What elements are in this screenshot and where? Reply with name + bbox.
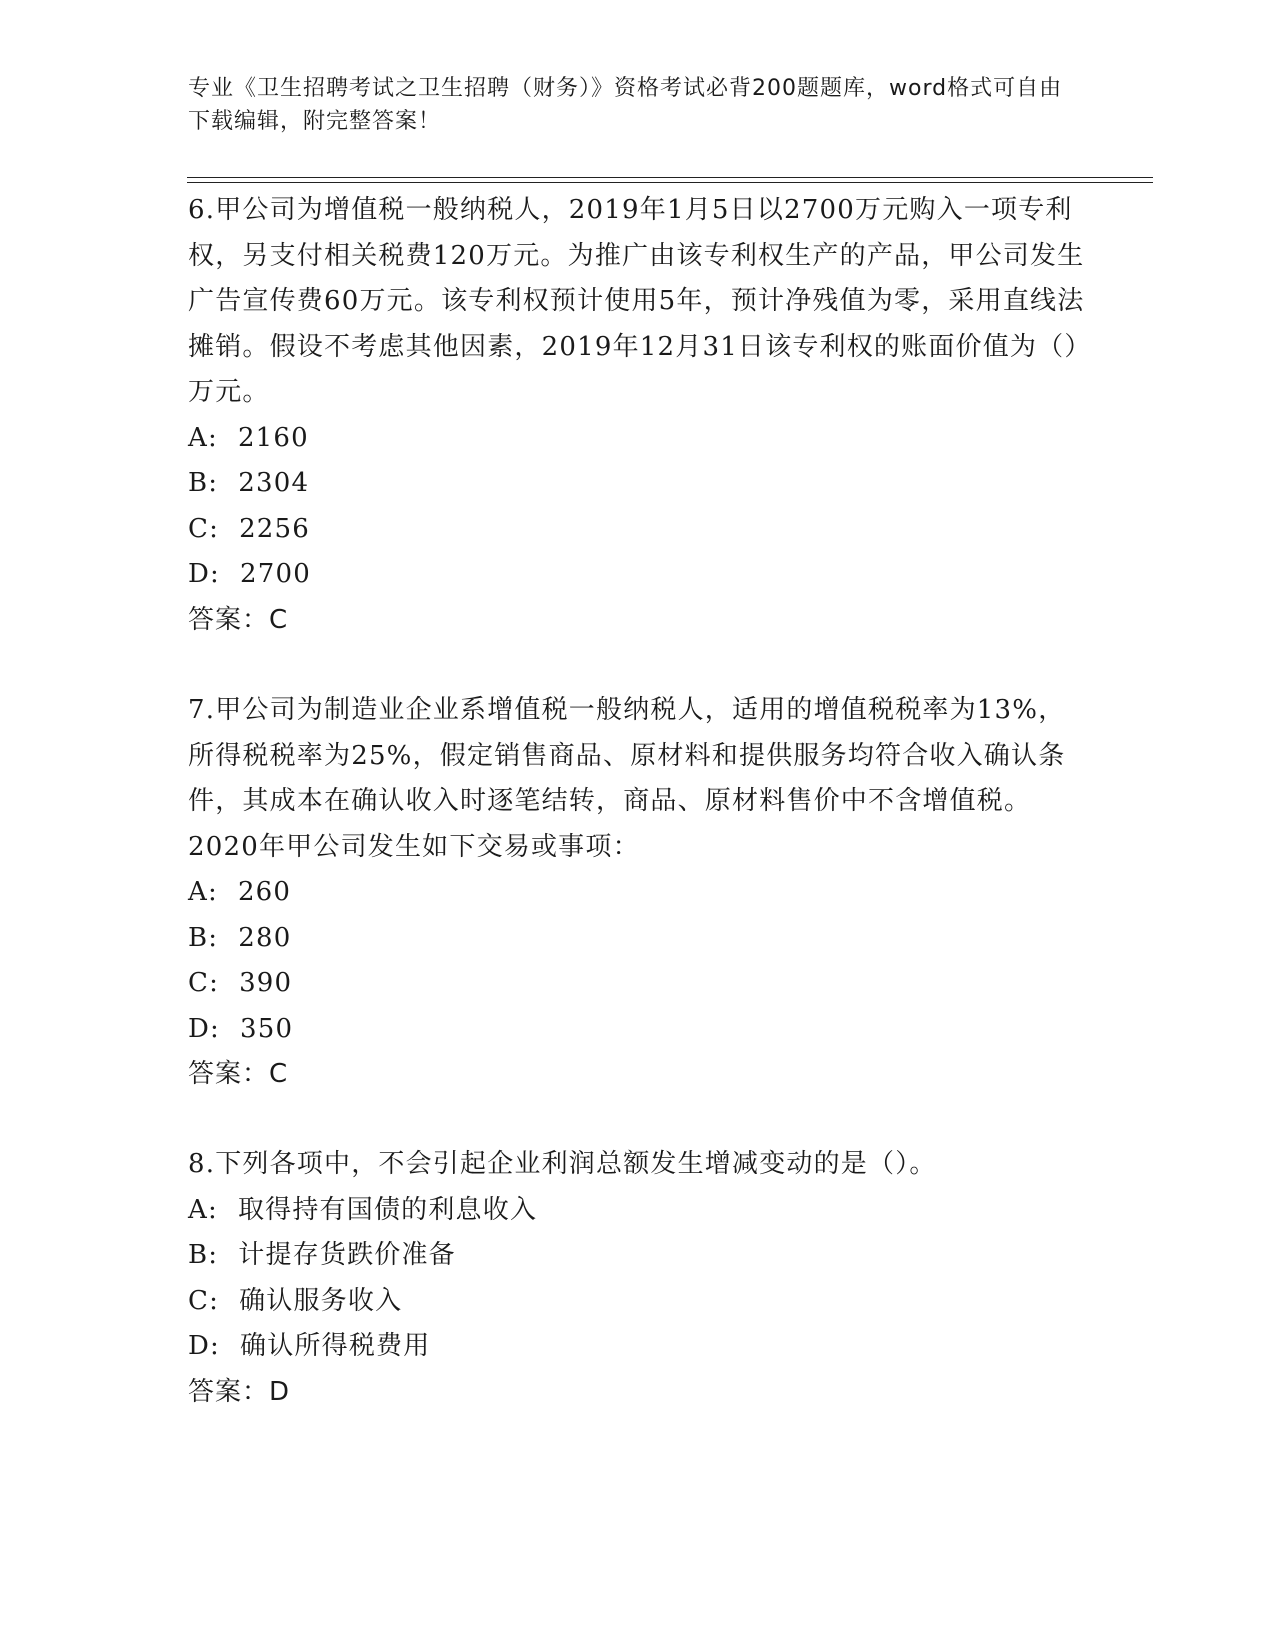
option-b [188, 1233, 1088, 1279]
option-a [188, 870, 1088, 916]
document-header: 专业《卫生招聘考试之卫生招聘（财务）》资格考试必背200题题库，word格式可自由下载编辑，附完整答案！ [188, 76, 1063, 134]
option-c [188, 961, 1088, 1007]
question-8 [188, 1142, 1088, 1415]
option-letter: D: [188, 1331, 221, 1361]
option-text: 取得持有国债的利息收入 [237, 1194, 538, 1225]
option-letter: B: [188, 468, 219, 498]
option-text: 390 [239, 968, 293, 998]
option-text: 2256 [239, 513, 311, 544]
option-text: 确认所得税费用 [240, 1331, 431, 1361]
option-text: 350 [240, 1013, 294, 1044]
answer-line: 答案：C [188, 604, 289, 635]
option-letter: A: [188, 1194, 218, 1225]
option-text: 2700 [240, 559, 311, 589]
question-7 [188, 688, 1088, 1098]
option-c [188, 1279, 1088, 1325]
option-letter: C: [188, 968, 220, 998]
option-a [188, 416, 1088, 462]
question-stem: 7.甲公司为制造业企业系增值税一般纳税人，适用的增值税税率为13%，所得税税率为25%，假定销售商品、原材料和提供服务均符合收入确认条件，其成本在确认收入时逐笔结转，商品、原材料售价中不含增值税。2020年甲公司发生如下交易或事项： [188, 695, 1066, 862]
header-divider-bottom [187, 182, 1153, 183]
option-text: 280 [238, 922, 292, 953]
option-letter: B: [188, 1240, 219, 1270]
option-b [188, 916, 1088, 962]
question-6 [188, 188, 1088, 643]
option-c [188, 507, 1088, 553]
option-d [188, 1324, 1088, 1370]
option-letter: D: [188, 1013, 221, 1044]
option-text: 计提存货跌价准备 [238, 1240, 456, 1270]
option-text: 2304 [238, 468, 310, 498]
question-stem: 8.下列各项中，不会引起企业利润总额发生增减变动的是（）。 [188, 1149, 937, 1179]
option-letter: C: [188, 1285, 220, 1316]
option-text: 260 [237, 877, 292, 907]
question-stem: 6.甲公司为增值税一般纳税人，2019年1月5日以2700万元购入一项专利权，另支付相关税费120万元。为推广由该专利权生产的产品，甲公司发生广告宣传费60万元。该专利权预计使用5年，预计净残值为零，采用直线法摊销。假设不考虑其他因素，2019年12月31日该专利权的账面价值为（）万元。 [188, 195, 1085, 407]
option-letter: B: [188, 922, 219, 953]
option-b [188, 461, 1088, 507]
option-letter: C: [188, 513, 220, 544]
option-letter: D: [188, 559, 221, 589]
option-d [188, 1007, 1088, 1053]
option-text: 2160 [237, 422, 309, 453]
option-text: 确认服务收入 [239, 1285, 403, 1316]
header-divider-top [187, 177, 1153, 178]
option-letter: A: [188, 877, 218, 907]
option-d [188, 552, 1088, 598]
answer-line: 答案：C [188, 1059, 289, 1089]
option-letter: A: [188, 422, 218, 453]
option-a [188, 1188, 1088, 1234]
answer-line: 答案：D [188, 1376, 291, 1407]
